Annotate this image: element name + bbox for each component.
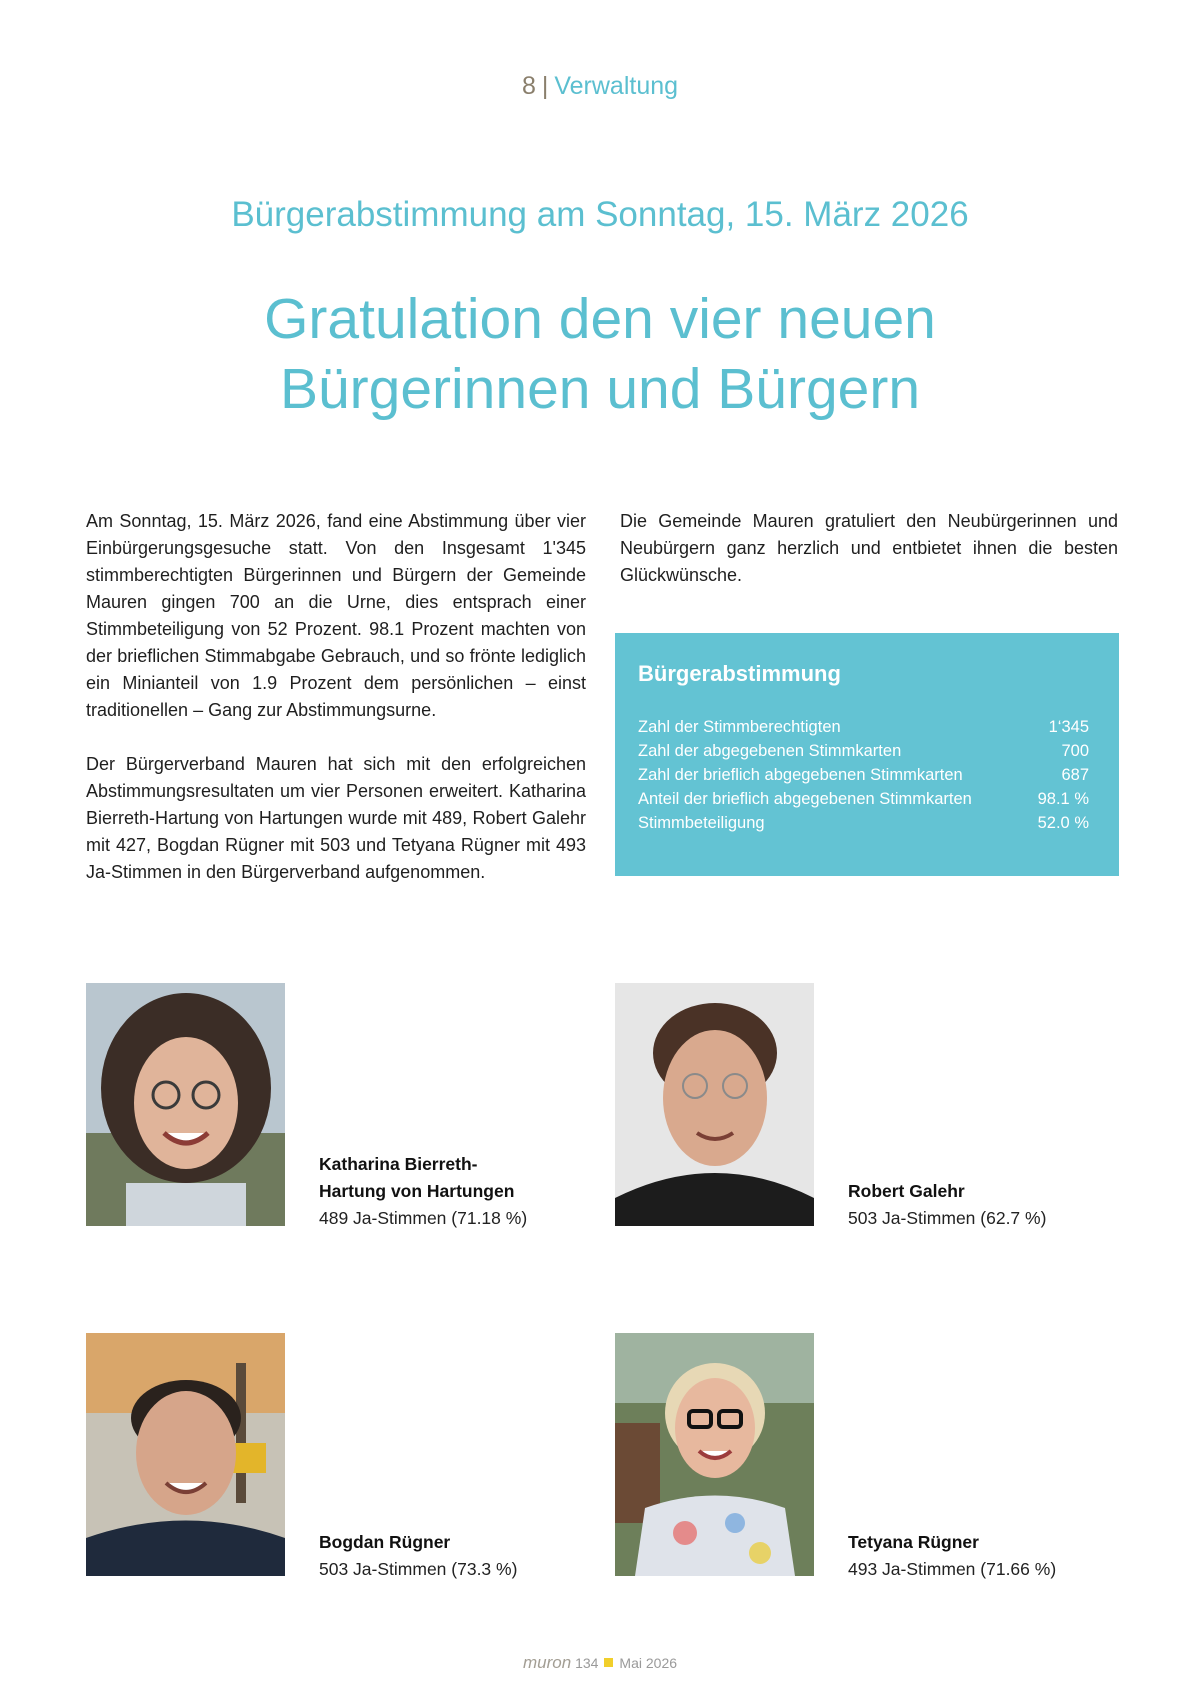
body-paragraph: Der Bürgerverband Mauren hat sich mit den erfolgreichen Abstimmungsresultaten um vier Personen erweitert. Katharina Bierreth-Hartung von Hartungen wurde mit 489, Robert Galehr mit 427, Bogdan Rügner mit 503 und Tetyana Rügner mit 493 Ja-Stimmen in den Bürgerverband aufgenommen. [86,754,586,882]
stats-value: 98.1 % [1037,790,1089,808]
person-name-line: Tetyana Rügner [848,1532,979,1552]
person-votes: 503 Ja-Stimmen (62.7 %) [848,1208,1047,1228]
stats-heading: Bürgerabstimmung [638,661,841,686]
portrait-illustration [615,983,814,1226]
stats-value: 687 [1061,766,1089,784]
person-name [319,1151,559,1205]
person-votes: 503 Ja-Stimmen (73.3 %) [319,1559,518,1579]
magazine-brand: muron [522,1653,572,1672]
stats-row [638,787,1089,811]
stats-value: 700 [1061,742,1089,760]
stats-label: Stimmbeteiligung [638,814,765,832]
title-line-2: Bürgerinnen und Bürgern [279,357,921,421]
portrait-illustration [615,1333,814,1576]
stats-label: Anteil der brieflich abgegebenen Stimmkarten [638,790,972,808]
portrait-illustration [86,1333,285,1576]
page-header [0,72,1200,101]
portrait-robert [615,983,814,1226]
stats-label: Zahl der abgegebenen Stimmkarten [638,742,902,760]
section-title: Verwaltung [554,72,679,100]
vote-stats-box [615,633,1119,876]
article-kicker: Bürgerabstimmung am Sonntag, 15. März 2026 [231,195,969,234]
issue-date: Mai 2026 [619,1655,678,1671]
stats-label: Zahl der Stimmberechtigten [638,718,841,736]
person-name [319,1529,559,1556]
person-votes: 489 Ja-Stimmen (71.18 %) [319,1208,528,1228]
body-right-column [620,508,1118,589]
congratulation-paragraph: Die Gemeinde Mauren gratuliert den Neubürgerinnen und Neubürgern ganz herzlich und entbietet ihnen die besten Glückwünsche. [620,511,1118,585]
page-footer [0,1653,1200,1673]
person-name-line: Bogdan Rügner [319,1532,451,1552]
stats-row [638,763,1089,787]
page-number: 8 [521,72,536,100]
issue-number: 134 [575,1655,599,1671]
portrait-bogdan [86,1333,285,1576]
header-separator: | [541,72,549,100]
portrait-tetyana [615,1333,814,1576]
body-left-column [86,508,586,913]
footer-square-icon [604,1658,613,1667]
person-name-line: Katharina Bierreth- [319,1154,478,1174]
stats-label: Zahl der brieflich abgegebenen Stimmkarten [638,766,963,784]
title-line-1: Gratulation den vier neuen [264,287,936,351]
stats-row [638,715,1089,739]
stats-value: 1‘345 [1048,718,1089,736]
person-votes: 493 Ja-Stimmen (71.66 %) [848,1559,1057,1579]
portrait-illustration [86,983,285,1226]
stats-row [638,739,1089,763]
article-title [0,284,1200,424]
portrait-katharina [86,983,285,1226]
stats-row [638,811,1089,835]
person-name [848,1178,1088,1205]
person-name [848,1529,1088,1556]
person-name-line: Hartung von Hartungen [319,1181,515,1201]
stats-value: 52.0 % [1037,814,1089,832]
body-paragraph: Am Sonntag, 15. März 2026, fand eine Abstimmung über vier Einbürgerungsgesuche statt. Von den Insgesamt 1'345 stimmberechtigten Bürgerinnen und Bürgern der Gemeinde Mauren gingen 700 an die Urne, dies entsprach einer Stimmbeteiligung von 52 Prozent. 98.1 Prozent machten von der brieflichen Stimmabgabe Gebrauch, und so frönte lediglich ein Minianteil von 1.9 Prozent dem persönlichen – einst traditionellen – Gang zur Abstimmungsurne. [86,511,586,720]
person-name-line: Robert Galehr [848,1181,965,1201]
